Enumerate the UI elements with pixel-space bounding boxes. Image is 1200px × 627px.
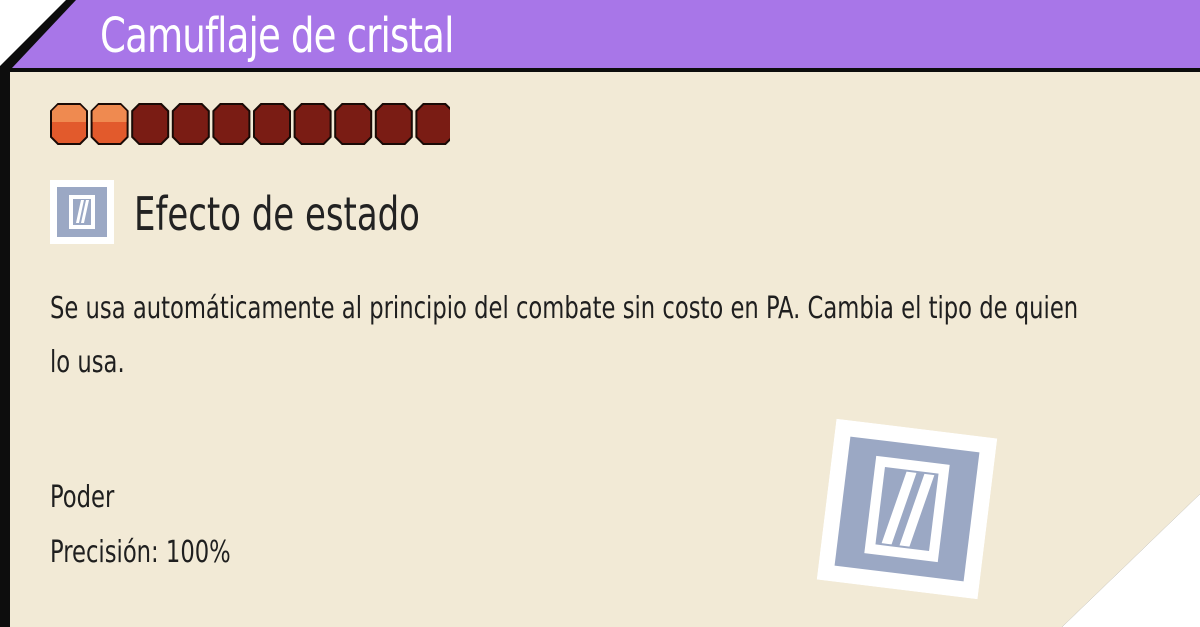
pp-pip <box>173 104 209 144</box>
pp-pip <box>132 104 168 144</box>
status-icon <box>50 180 114 244</box>
pp-pips <box>50 103 450 147</box>
move-description: Se usa automáticamente al principio del combate sin costo en PA. Cambia el tipo de quien lo usa. <box>50 291 1079 380</box>
category-label: Efecto de estado <box>134 187 420 241</box>
pp-pip <box>213 104 249 144</box>
pp-pip <box>376 104 412 144</box>
power-label: Poder <box>50 480 115 515</box>
pp-pip <box>416 104 450 144</box>
status-watermark-icon <box>817 419 998 600</box>
pp-pip <box>254 104 290 144</box>
accuracy-label: Precisión: 100% <box>50 535 231 570</box>
move-title: Camuflaje de cristal <box>100 8 454 64</box>
pp-pip <box>51 104 87 144</box>
pp-pip <box>295 104 331 144</box>
pp-pip <box>92 104 128 144</box>
pp-pip <box>335 104 371 144</box>
